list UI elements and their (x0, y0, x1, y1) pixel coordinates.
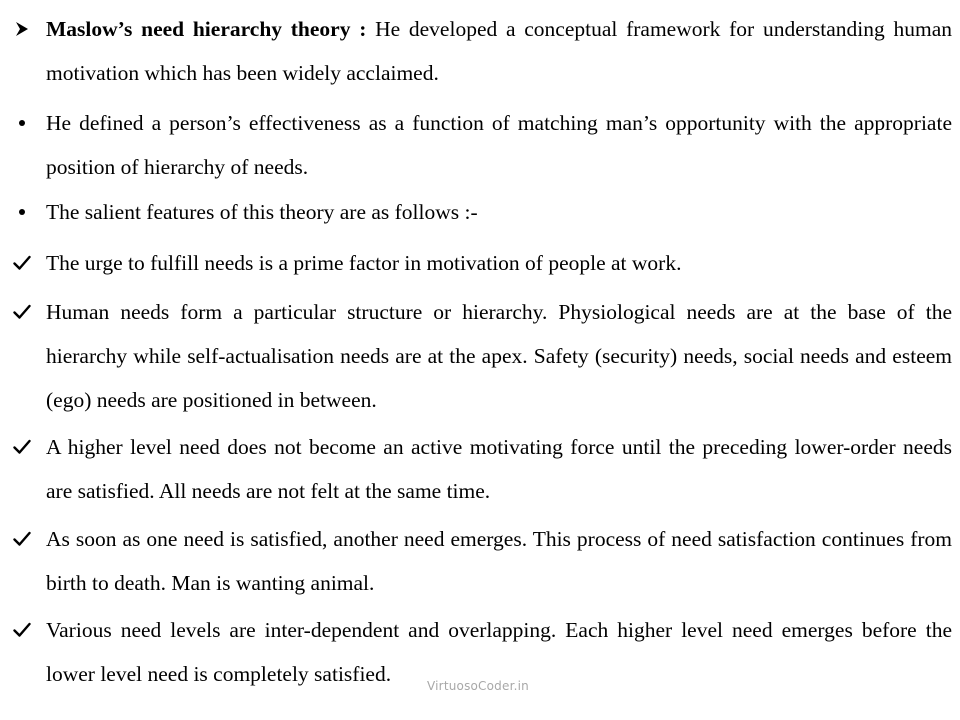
list-item-text: A higher level need does not become an active motivating force until the preceding lower-order needs are satisfied. All needs are not felt at the same time. (46, 435, 952, 503)
watermark: VirtuosoCoder.in (427, 679, 529, 693)
list-item-bold-lead: Maslow’s need hierarchy theory : (46, 17, 367, 41)
arrow-icon (8, 7, 36, 51)
bullet-icon (8, 101, 36, 145)
list-item-text: Various need levels are inter-dependent and overlapping. Each higher level need emerges before the lower level need is completely satisfied. (46, 618, 952, 686)
bullet-icon (8, 190, 36, 234)
checkmark-icon (8, 517, 36, 561)
list-item-text: The salient features of this theory are as follows :- (46, 200, 478, 224)
list-item-text: As soon as one need is satisfied, another need emerges. This process of need satisfaction continues from birth to death. Man is wanting animal. (46, 527, 952, 595)
list-item-text: He defined a person’s effectiveness as a function of matching man’s opportunity with the appropriate position of hierarchy of needs. (46, 111, 952, 179)
checkmark-icon (8, 608, 36, 652)
list-item-body: He developed a conceptual framework for understanding human motivation which has been widely acclaimed. (46, 17, 953, 85)
checkmark-icon (8, 241, 36, 285)
list-item-text (46, 7, 952, 95)
list-item-text: Human needs form a particular structure or hierarchy. Physiological needs are at the base of the hierarchy while self-actualisation needs are at the apex. Safety (security) needs, social needs and esteem (ego) needs are positioned in between. (46, 300, 952, 412)
checkmark-icon (8, 425, 36, 469)
list-item-text: The urge to fulfill needs is a prime factor in motivation of people at work. (46, 251, 682, 275)
checkmark-icon (8, 290, 36, 334)
